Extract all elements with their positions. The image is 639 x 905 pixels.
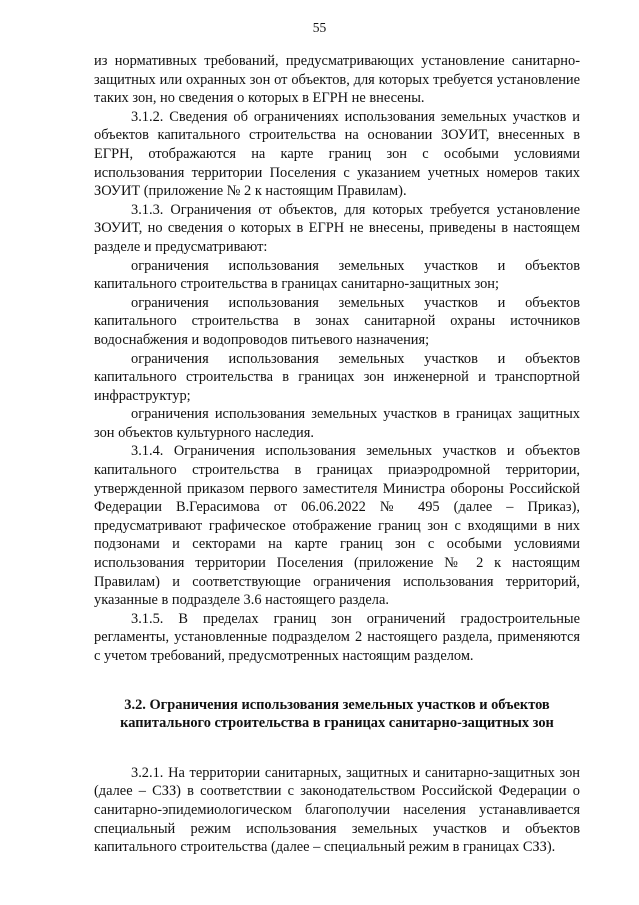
paragraph-3-1-4: 3.1.4. Ограничения использования земельных участков и объектов капитального строительства в границах приаэродромной территории, утвержденной приказом первого заместителя Министра обороны Российской Федерации В.Герасимова от 06.06.2022 № 495 (далее – Приказ), предусматривают графическое отображение границ зон с входящими в них подзонами и секторами на карте границ зон с особыми условиями использования территории Поселения (приложение № 2 к настоящим Правилам) и соответствующие ограничения использования территорий, указанные в подразделе 3.6 настоящего раздела.	[94, 443, 580, 609]
list-item-water-protection: ограничения использования земельных участков и объектов капитального строительства в зонах санитарной охраны источников водоснабжения и водопроводов питьевого назначения;	[94, 294, 580, 348]
list-item-sanitary-zones: ограничения использования земельных участков и объектов капитального строительства в границах санитарно-защитных зон;	[94, 257, 580, 293]
section-heading-line-2: капитального строительства в границах санитарно-защитных зон	[120, 715, 554, 732]
paragraph-3-1-3: 3.1.3. Ограничения от объектов, для которых требуется установление ЗОУИТ, но сведения о которых в ЕГРН не внесены, приведены в настоящем разделе и предусматривают:	[94, 201, 580, 255]
section-heading-line-1: 3.2. Ограничения использования земельных участков и объектов	[124, 696, 550, 713]
document-body	[94, 52, 580, 857]
section-heading-3-2	[94, 696, 580, 733]
list-item-heritage-zones: ограничения использования земельных участков в границах защитных зон объектов культурного наследия.	[94, 406, 580, 441]
paragraph-continuation: из нормативных требований, предусматривающих установление санитарно-защитных или охранных зон от объектов, для которых требуется установление таких зон, но сведения о которых в ЕГРН не внесены.	[94, 53, 580, 107]
paragraph-3-1-2: 3.1.2. Сведения об ограничениях использования земельных участков и объектов капитального строительства на основании ЗОУИТ, внесенных в ЕГРН, отображаются на карте границ зон с особыми условиями использования территории Поселения с указанием учетных номеров таких ЗОУИТ (приложение № 2 к настоящим Правилам).	[94, 108, 580, 200]
paragraph-3-1-5: 3.1.5. В пределах границ зон ограничений градостроительные регламенты, установленные подразделом 2 настоящего раздела, применяются с учетом требований, предусмотренных настоящим разделом.	[94, 610, 580, 664]
page-number: 55	[312, 20, 327, 35]
paragraph-3-2-1: 3.2.1. На территории санитарных, защитных и санитарно-защитных зон (далее – СЗЗ) в соответствии с законодательством Российской Федерации о санитарно-эпидемиологическом благополучии населения устанавливается специальный режим использования земельных участков и объектов капитального строительства (далее – специальный режим в границах СЗЗ).	[94, 764, 580, 856]
list-item-infrastructure-zones: ограничения использования земельных участков и объектов капитального строительства в границах зон инженерной и транспортной инфраструктур;	[94, 350, 580, 404]
